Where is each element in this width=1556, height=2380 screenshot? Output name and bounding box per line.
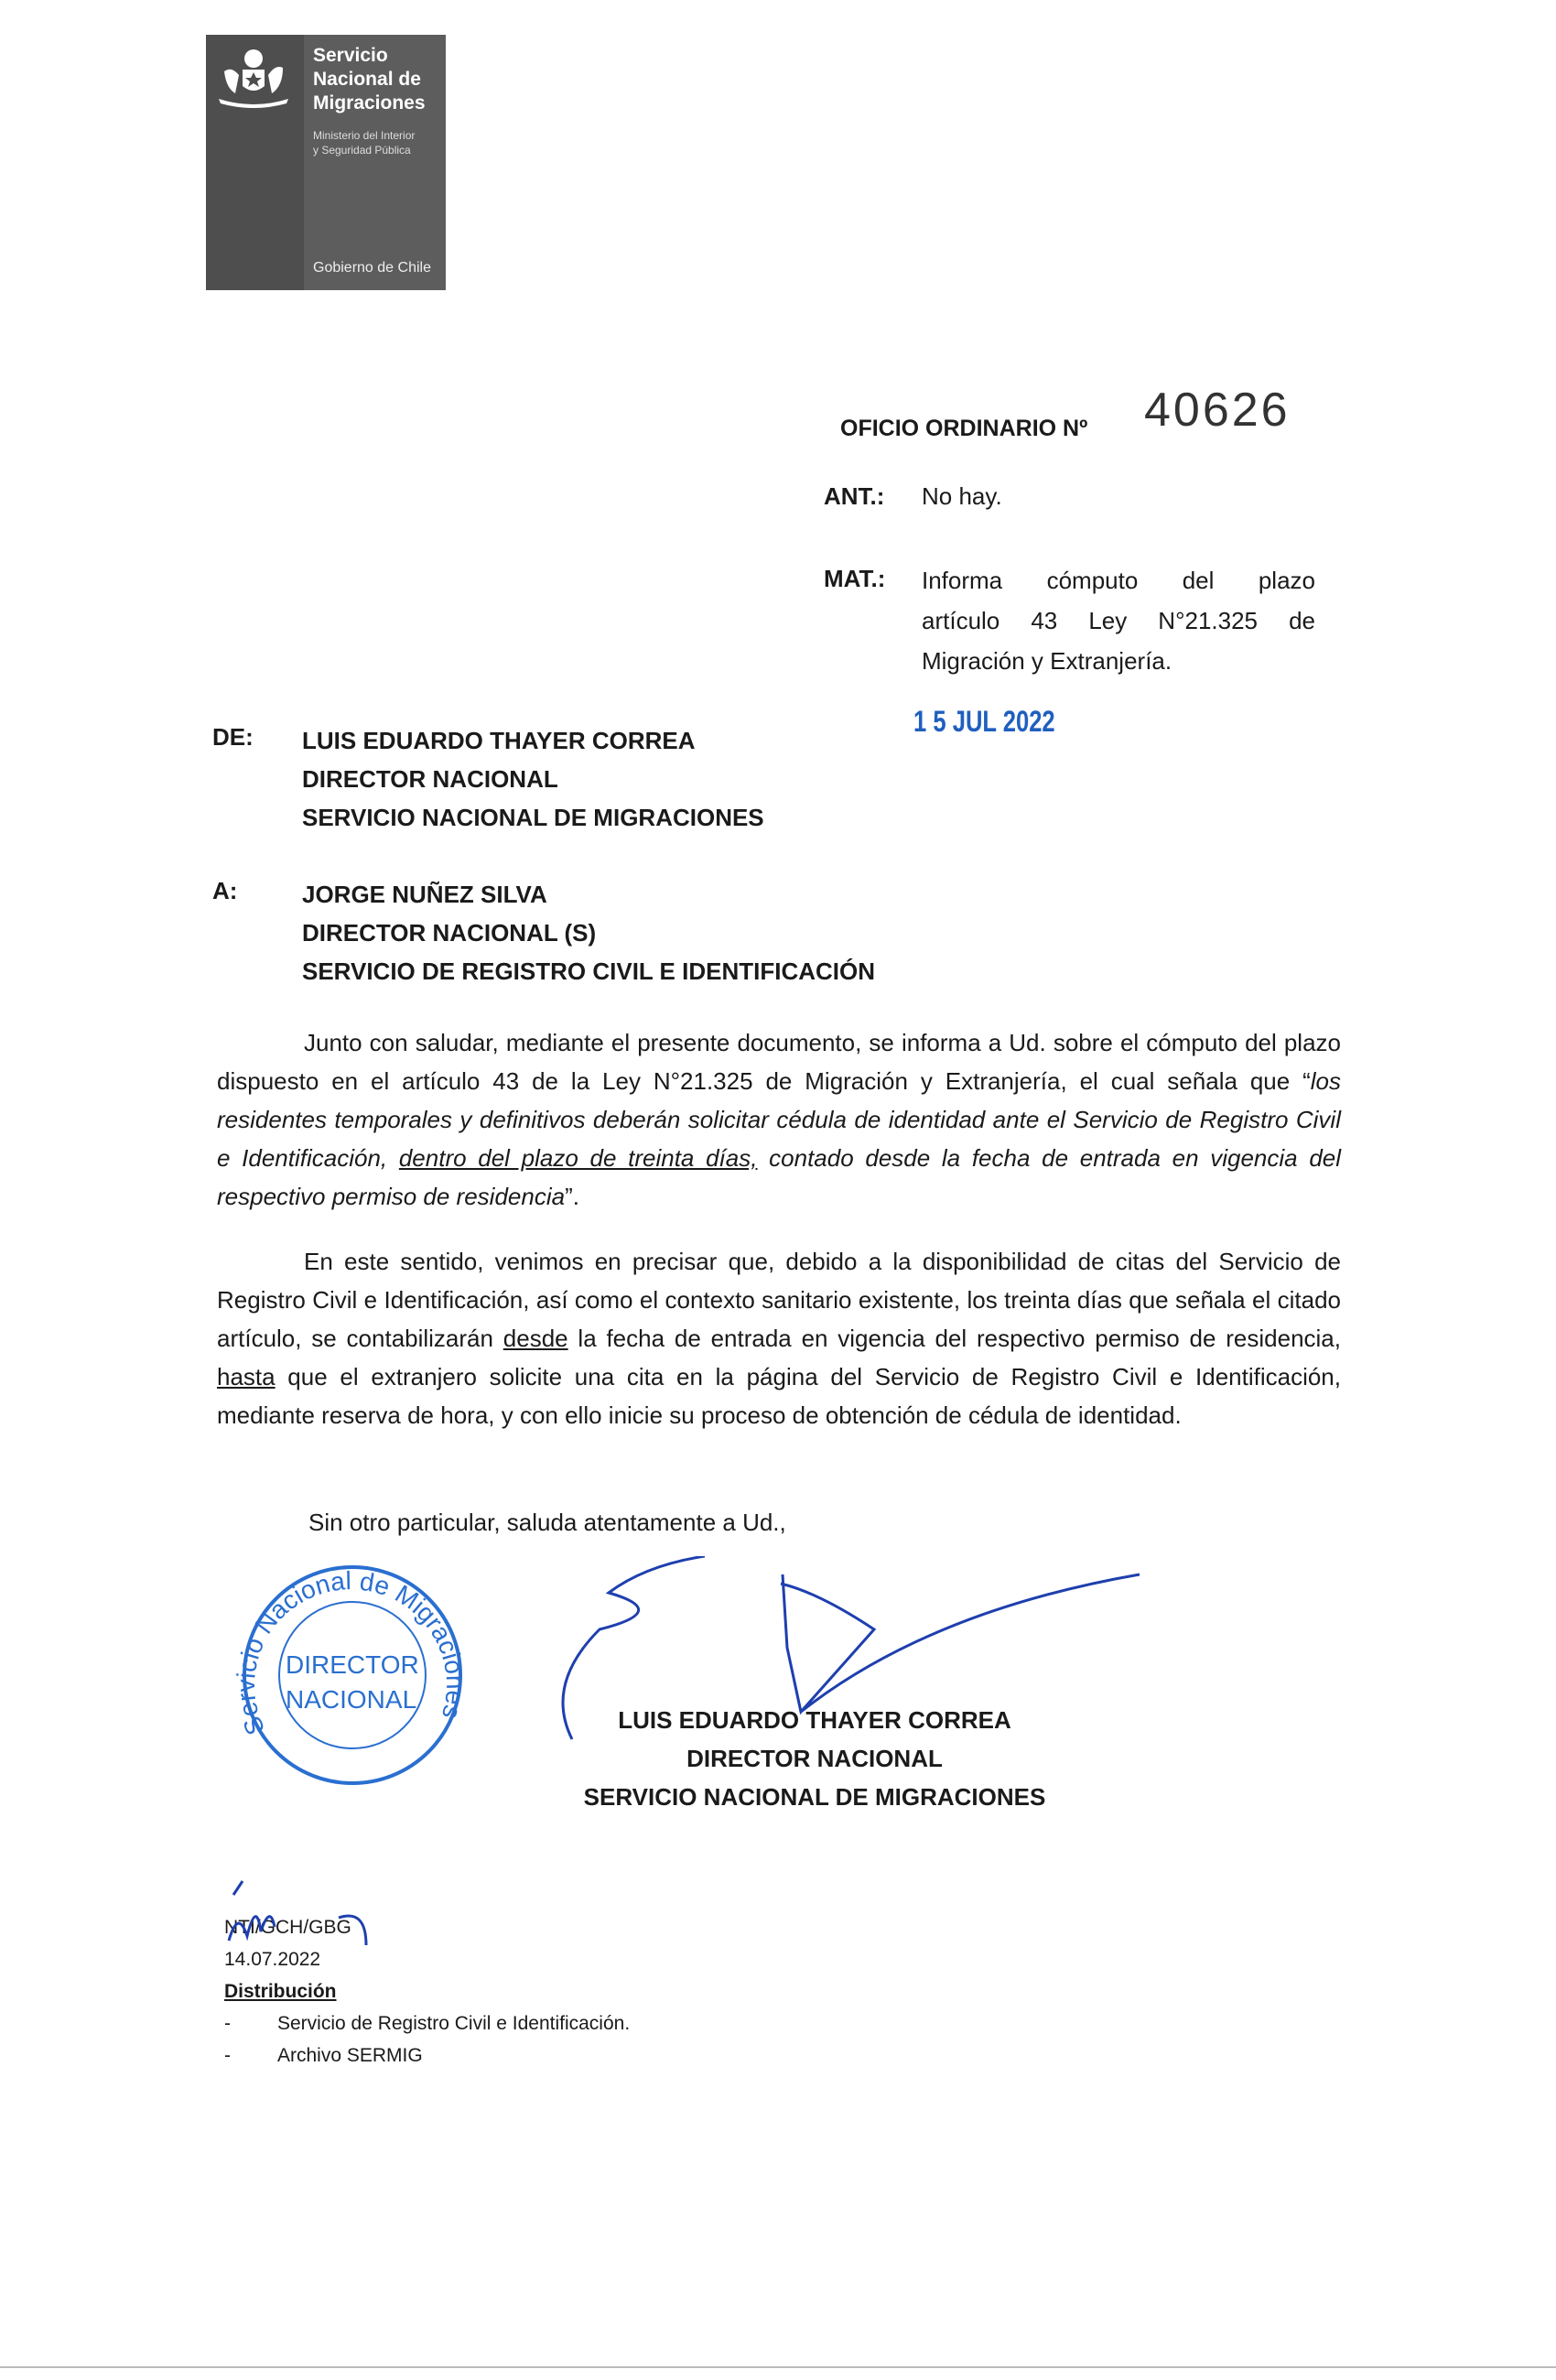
date-stamp: 1 5 JUL 2022 bbox=[913, 705, 1055, 738]
text: que el extranjero solicite una cita en la página del Servicio de Registro Civil e Identificación, mediante reserva de hora, y con ello inicie su proceso de obtención de cédula de identidad. bbox=[217, 1363, 1341, 1429]
reference-initials: NTI/GCH/GBG bbox=[224, 1917, 351, 1938]
distribution-item: Servicio de Registro Civil e Identificación. bbox=[277, 2013, 631, 2034]
logo-ministry-line: Ministerio del Interior bbox=[313, 129, 416, 142]
logo-government: Gobierno de Chile bbox=[313, 260, 431, 276]
ant-value: No hay. bbox=[922, 482, 1002, 510]
oficio-label: OFICIO ORDINARIO Nº bbox=[840, 416, 1088, 441]
stamp-center-line: DIRECTOR bbox=[286, 1650, 419, 1679]
text: Junto con saludar, mediante el presente documento, se informa a Ud. sobre el cómputo del plazo dispuesto en el artículo 43 de la Ley N°21.325 de Migración y Extranjería, el cual señala que “ bbox=[217, 1029, 1341, 1095]
stamp-ring-text: Servicio Nacional de Migraciones bbox=[231, 1566, 470, 1739]
paragraph-1 bbox=[217, 1023, 1341, 1216]
distribution-label: Distribución bbox=[224, 1981, 337, 2002]
mat-line: Informa cómputo del plazo bbox=[922, 567, 1315, 594]
closing: Sin otro particular, saluda atentamente a Ud., bbox=[308, 1509, 786, 1536]
from-line: SERVICIO NACIONAL DE MIGRACIONES bbox=[302, 804, 764, 831]
mat-label: MAT.: bbox=[824, 565, 886, 592]
from-line: DIRECTOR NACIONAL bbox=[302, 765, 558, 793]
logo-name-line: Servicio bbox=[313, 45, 388, 66]
document-page: Servicio Nacional de Migraciones Ministerio del Interior y Seguridad Pública Gobierno de Chile OFICIO ORDINARIO Nº 40626 ANT.: No hay. MAT.: Informa cómputo del plazo artículo 43 Ley N°21.325 de Migración y Extranjería. 1 5 JUL 2022 DE: LUIS EDUARDO THAYER CORREA DIRECTOR NACIONAL SERVICIO NACIONAL DE MIGRACIONES A: JORGE NUÑEZ SILVA DIRECTOR NACIONAL (S) SERVICIO DE REGISTRO CIVIL E IDENTIFICACIÓN Junto con saludar, mediante el presente documento, se informa a Ud. sobre el cómputo del plazo dispuesto en el artículo 43 de la Ley N°21.325 de Migración y Extranjería, el cual señala que “los residentes temporales y definitivos deberán solicitar cédula de identidad ante el Servicio de Registro Civil e Identificación, dentro del plazo de treinta días, contado desde la fecha de entrada en vigencia del respectivo permiso de residencia”. En este sentido, venimos en precisar que, debido a la disponibilidad de citas del Servicio de Registro Civil e Identificación, así como el contexto sanitario existente, los treinta días que señala el citado artículo, se contabilizarán desde la fecha de entrada en vigencia del respectivo permiso de residencia, hasta que el extranjero solicite una cita en la página del Servicio de Registro Civil e Identificación, mediante reserva de hora, y con ello inicie su proceso de obtención de cédula de identidad. Sin otro particular, saluda atentamente a Ud., Servicio Nacional de Migraciones DIRECTOR NACIONAL LUIS EDUARDO THAYER CORREA DIRECTOR NACIONAL SERVICIO NACIONAL DE MIGRACIONES NTI/GCH/GBG 14.07.2022 Distribución - Servicio de Registro Civil e Identificación. - Archivo SERMIG bbox=[0, 0, 1556, 2380]
signature-stroke bbox=[781, 1574, 1140, 1712]
text: ”. bbox=[565, 1183, 579, 1210]
signature-line: SERVICIO NACIONAL DE MIGRACIONES bbox=[583, 1783, 1046, 1811]
logo-name-line: Migraciones bbox=[313, 92, 426, 114]
to-label: A: bbox=[212, 877, 238, 904]
stamp-center-line: NACIONAL bbox=[286, 1685, 417, 1714]
text: En este sentido, venimos en precisar que, debido a la disponibilidad de citas del Servicio de Registro Civil e Identificación, así como el contexto sanitario existente, los treinta días que señala el citado artículo, se contabilizarán bbox=[217, 1248, 1341, 1352]
signature-line: DIRECTOR NACIONAL bbox=[686, 1745, 943, 1772]
underlined-word: hasta bbox=[217, 1363, 276, 1390]
to-line: JORGE NUÑEZ SILVA bbox=[302, 881, 547, 908]
to-line: DIRECTOR NACIONAL (S) bbox=[302, 919, 597, 947]
text: la fecha de entrada en vigencia del respectivo permiso de residencia, bbox=[567, 1325, 1341, 1352]
oficio-number: 40626 bbox=[1144, 384, 1291, 437]
underlined-word: desde bbox=[502, 1325, 568, 1352]
from-label: DE: bbox=[212, 723, 254, 751]
coat-of-arms-icon bbox=[206, 35, 304, 117]
quote-underlined: dentro del plazo de treinta días, bbox=[398, 1144, 758, 1172]
quote: contado desde la fecha de entrada en vigencia del respectivo permiso de residencia bbox=[217, 1144, 1342, 1210]
quote: los residentes temporales y definitivos deberán solicitar cédula de identidad ante el Servicio de Registro Civil e Identificación, bbox=[217, 1067, 1341, 1172]
mat-line: artículo 43 Ley N°21.325 de bbox=[922, 607, 1315, 634]
distribution-item: Archivo SERMIG bbox=[277, 2045, 423, 2066]
to-line: SERVICIO DE REGISTRO CIVIL E IDENTIFICACIÓN bbox=[302, 957, 876, 985]
logo-ministry-line: y Seguridad Pública bbox=[313, 144, 411, 157]
logo-name-line: Nacional de bbox=[313, 69, 421, 90]
bottom-divider bbox=[0, 2366, 1556, 2368]
sermig-logo bbox=[206, 35, 446, 290]
reference-date: 14.07.2022 bbox=[224, 1949, 321, 1970]
mat-line: Migración y Extranjería. bbox=[922, 647, 1172, 675]
signature-line: LUIS EDUARDO THAYER CORREA bbox=[618, 1706, 1011, 1734]
paragraph-2 bbox=[217, 1242, 1341, 1434]
from-line: LUIS EDUARDO THAYER CORREA bbox=[302, 727, 696, 754]
initials-scribble bbox=[220, 1872, 375, 1954]
logo-left-band bbox=[206, 35, 304, 290]
ant-label: ANT.: bbox=[824, 482, 885, 510]
